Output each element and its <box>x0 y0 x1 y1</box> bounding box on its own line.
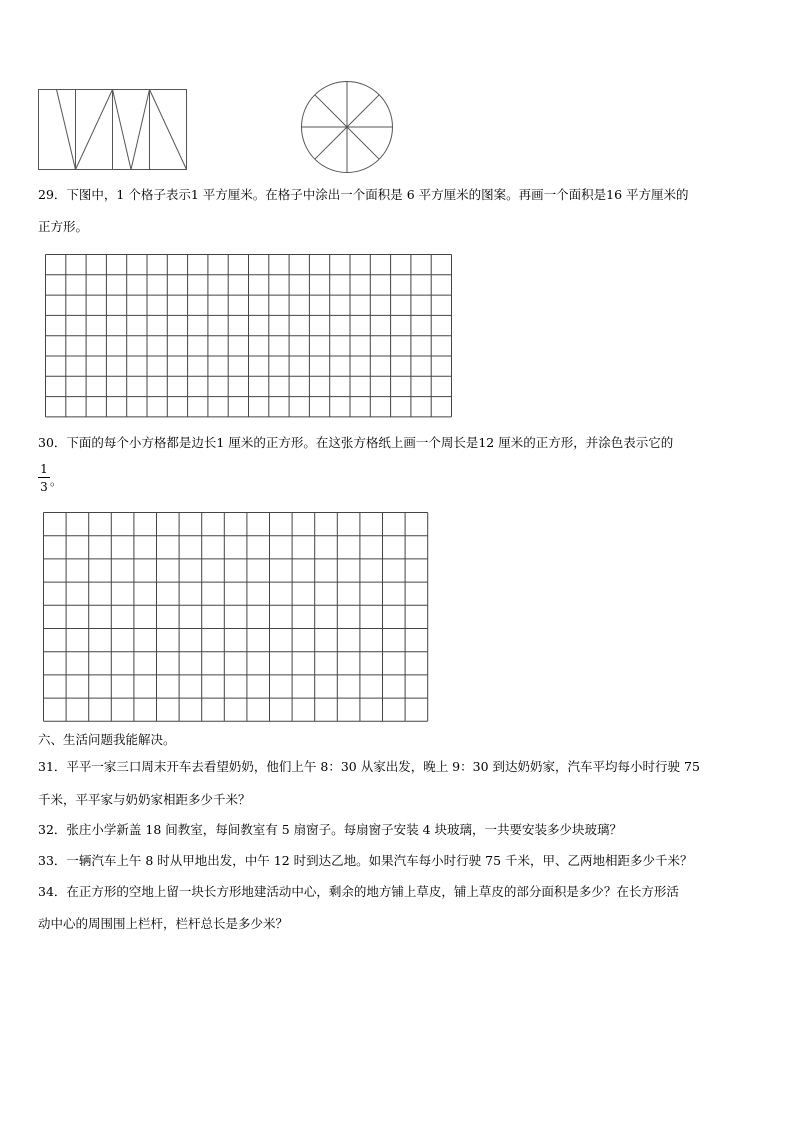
q31-line2: 千米，平平家与奶奶家相距多少千米？ <box>38 792 251 807</box>
q34-line2: 动中心的周围围上栏杆，栏杆总长是多少米？ <box>38 916 289 931</box>
q30-grid <box>43 512 433 724</box>
q30-line1: 30．下面的每个小方格都是边长1 厘米的正方形。在这张方格纸上画一个周长是12 厘米的正方形，并涂色表示它的 <box>38 435 674 450</box>
q29-line2: 正方形。 <box>38 219 89 234</box>
q29-grid <box>45 254 455 420</box>
q32-line1: 32．张庄小学新盖 18 间教室，每间教室有 5 扇窗子。每扇窗子安装 4 块玻璃，一共要安装多少块玻璃？ <box>38 822 623 837</box>
q33-line1: 33．一辆汽车上午 8 时从甲地出发，中午 12 时到达乙地。如果汽车每小时行驶 75 千米，甲、乙两地相距多少千米？ <box>38 853 693 868</box>
diagonal-line <box>76 90 113 170</box>
section6-title: 六、生活问题我能解决。 <box>38 732 176 747</box>
q31-line1: 31．平平一家三口周末开车去看望奶奶，他们上午 8：30 从家出发，晚上 9：30 到达奶奶家，汽车平均每小时行驶 75 <box>38 759 700 774</box>
q29-line1: 29．下图中，1 个格子表示1 平方厘米。在格子中涂出一个面积是 6 平方厘米的图案。再画一个面积是16 平方厘米的 <box>38 187 689 202</box>
q34-line1: 34．在正方形的空地上留一块长方形地建活动中心，剩余的地方铺上草皮，铺上草皮的部分面积是多少？在长方形活 <box>38 884 679 899</box>
diagonal-line <box>131 90 150 170</box>
fraction-suffix: 。 <box>50 473 63 488</box>
diagonal-line <box>150 90 187 170</box>
fraction-denominator: 3 <box>40 480 48 494</box>
diagonal-line <box>113 90 132 170</box>
fraction-bar <box>38 477 50 478</box>
rectangle-triangles-figure <box>38 89 190 171</box>
diagonal-line <box>57 90 76 170</box>
fraction-numerator: 1 <box>40 462 48 476</box>
circle-sectors-figure <box>300 80 396 176</box>
